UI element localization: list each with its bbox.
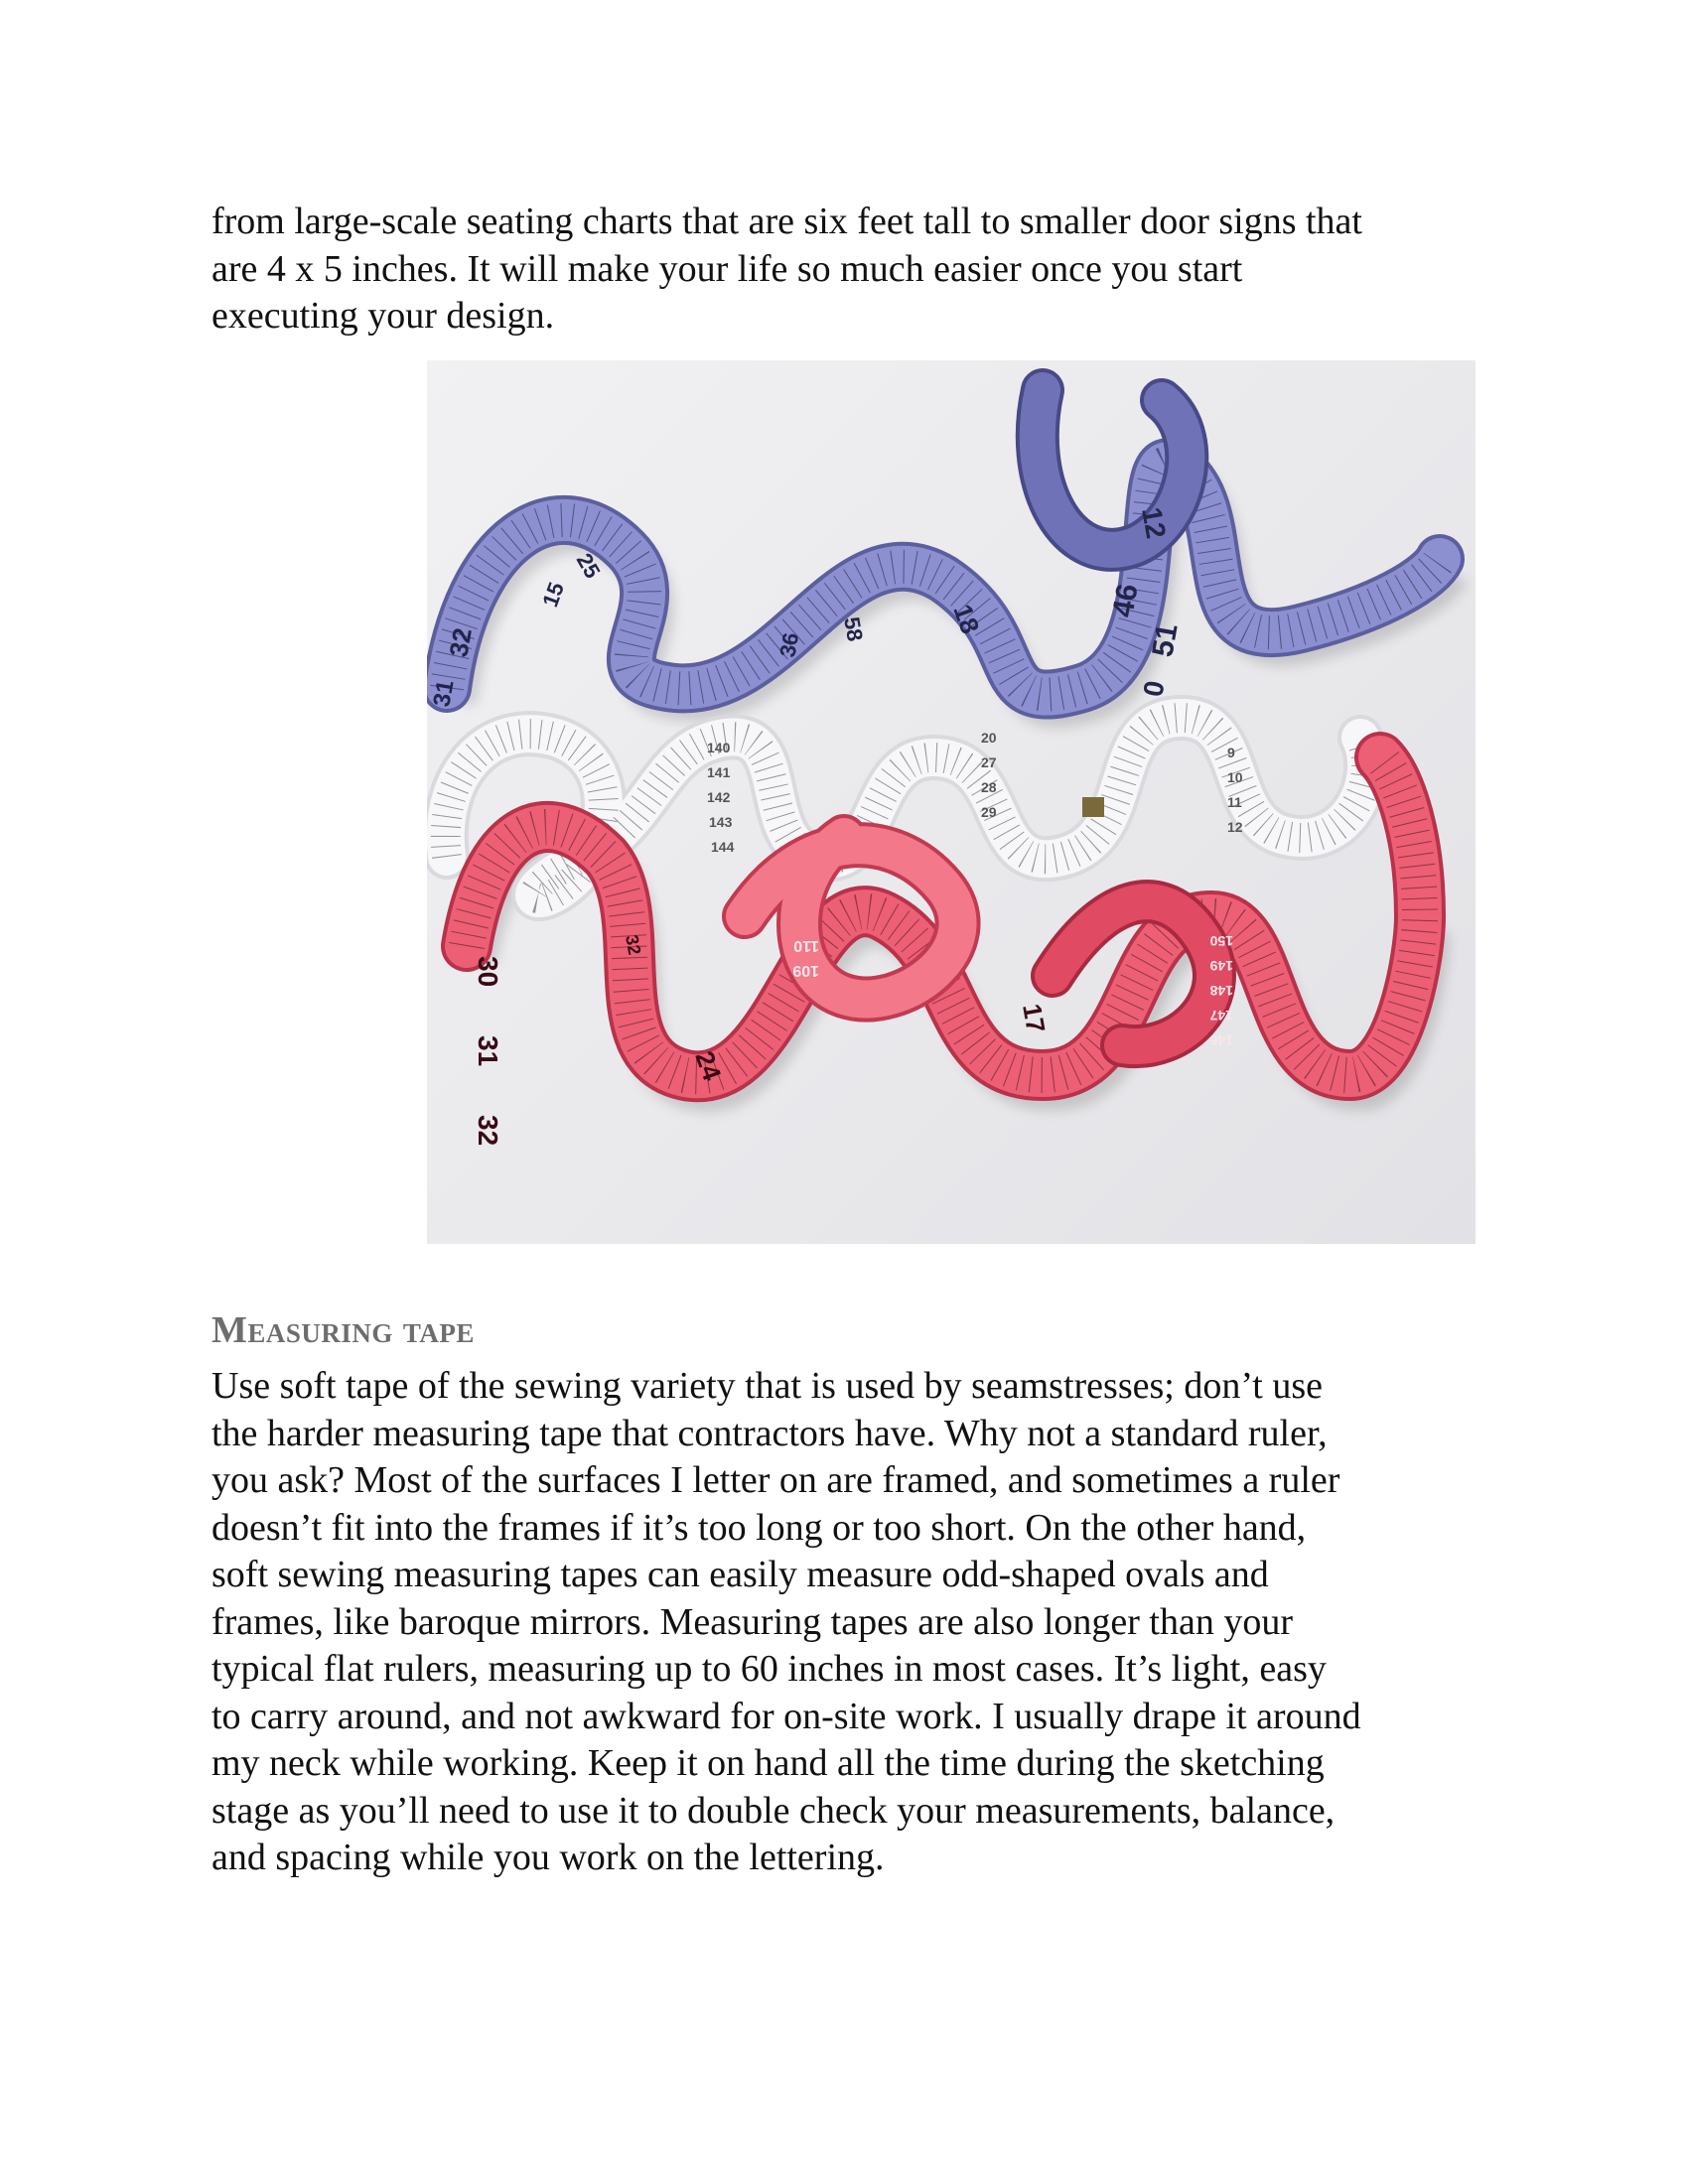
tape-number: 109 [792, 962, 819, 979]
tape-number: 24 [689, 1046, 728, 1085]
tape-metal-tip [1082, 797, 1104, 817]
measuring-tapes-illustration [427, 360, 1476, 1244]
tape-number: 10 [1227, 769, 1243, 785]
tape-number: 11 [1227, 794, 1242, 810]
tape-number: 36 [774, 630, 804, 659]
tape-number: 110 [793, 937, 819, 954]
tape-number: 149 [1209, 958, 1233, 974]
tape-number: 15 [537, 579, 570, 611]
tape-number: 46 [1106, 581, 1145, 620]
tape-number: 58 [839, 614, 868, 643]
tape-number: 51 [1146, 620, 1185, 660]
tape-number: 32 [443, 625, 478, 660]
tape-number: 12 [1227, 819, 1243, 835]
tape-number: 31 [473, 1035, 503, 1067]
tape-number: 146 [1209, 1032, 1233, 1048]
blue-measuring-tape [447, 390, 1440, 695]
tape-number: 9 [1227, 745, 1235, 760]
tape-number: 29 [981, 804, 997, 820]
tape-number: 20 [981, 730, 997, 746]
intro-paragraph: from large-scale seating charts that are six feet tall to smaller door signs that are 4 x 5 inches. It will make your life so much easier once you start executing your design. [211, 201, 1362, 337]
tape-number: 142 [707, 789, 731, 805]
tape-number: 140 [707, 740, 731, 755]
tape-number: 141 [707, 764, 731, 780]
tape-number: 32 [622, 933, 645, 957]
tape-number: 150 [1209, 933, 1233, 949]
tape-number: 31 [428, 678, 460, 710]
tape-number: 0 [1137, 678, 1171, 700]
tape-number: 18 [947, 600, 986, 638]
tape-number: 143 [709, 814, 733, 830]
tape-number: 32 [473, 1115, 503, 1147]
body-paragraph: Use soft tape of the sewing variety that is used by seamstresses; don’t use the harder measuring tape that contractors have. Why not a standard ruler, you ask? Most of the surfaces I letter on are framed, and sometimes a ruler doesn’t fit into the frames if it’s too long or too short. On the other hand, soft sewing measuring tapes can easily measure odd-shaped ovals and frames, like baroque mirrors. Measuring tapes are also longer than your typical flat rulers, measuring up to 60 inches in most cases. It’s light, easy to carry around, and not awkward for on-site work. I usually drape it around my neck while working. Keep it on hand all the time during the sketching stage as you’ll need to use it to double check your measurements, balance, and spacing while you work on the lettering. [211, 1365, 1361, 1878]
tape-number: 27 [981, 754, 997, 770]
tape-number: 17 [1017, 1001, 1052, 1035]
tape-number: 144 [711, 839, 735, 855]
section-heading: Measuring tape [211, 1309, 475, 1351]
tape-number: 147 [1209, 1008, 1233, 1024]
measuring-tapes-photo [427, 360, 1476, 1244]
tape-number: 148 [1209, 983, 1233, 999]
tape-number: 25 [571, 549, 606, 583]
tape-number: 28 [981, 779, 997, 795]
tape-number: 30 [473, 956, 503, 988]
tape-number: 12 [1136, 504, 1173, 541]
